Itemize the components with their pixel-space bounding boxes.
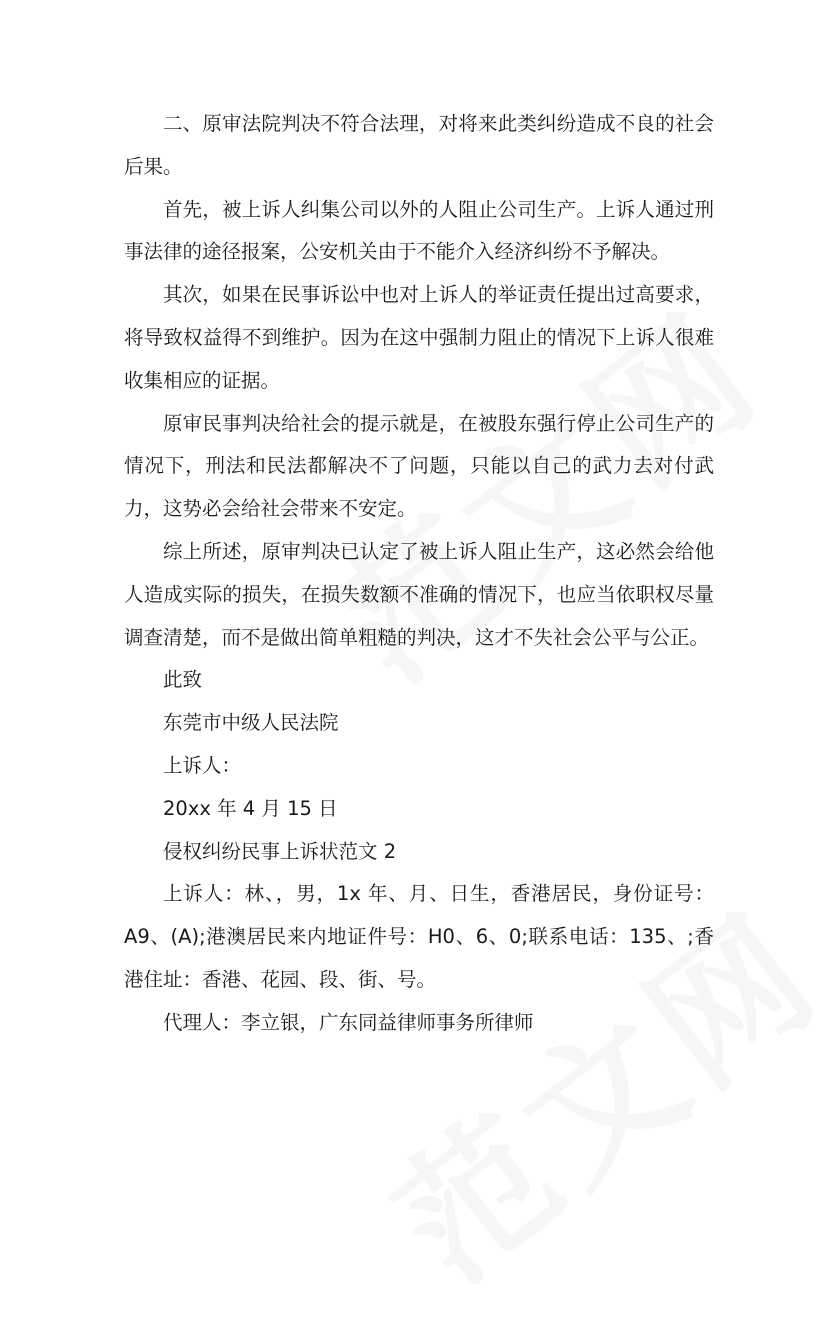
paragraph-section-two: 二、原审法院判决不符合法理，对将来此类纠纷造成不良的社会后果。 xyxy=(124,112,714,178)
paragraph-second: 其次，如果在民事诉讼中也对上诉人的举证责任提出过高要求，将导致权益得不到维护。因为在这中强制力阻止的情况下上诉人很难收集相应的证据。 xyxy=(124,283,714,392)
court-name: 东莞市中级人民法院 xyxy=(163,711,339,735)
appellant-signature-label: 上诉人： xyxy=(163,753,242,777)
paragraph-implication: 原审民事判决给社会的提示就是，在被股东强行停止公司生产的情况下，刑法和民法都解决不了问题，只能以自己的武力去对付武力，这势必会给社会带来不安定。 xyxy=(124,411,714,521)
document-date: 20xx 年 4 月 15 日 xyxy=(163,796,338,820)
salutation: 此致 xyxy=(163,668,203,692)
appellant-info: 上诉人：林、，男，1x 年、月、日生，香港居民，身份证号：A9、(A);港澳居民来内地证件号：H0、6、0;联系电话：135、;香港住址：香港、花园、段、街、号。 xyxy=(124,882,714,991)
agent-info: 代理人：李立银，广东同益律师事务所律师 xyxy=(163,1010,534,1034)
paragraph-conclusion: 综上所述，原审判决已认定了被上诉人阻止生产，这必然会给他人造成实际的损失，在损失数额不准确的情况下，也应当依职权尽量调查清楚，而不是做出简单粗糙的判决，这才不失社会公平与公正。 xyxy=(124,539,714,649)
sample-title: 侵权纠纷民事上诉状范文 2 xyxy=(163,839,397,863)
document-body xyxy=(124,103,714,1045)
paragraph-first: 首先，被上诉人纠集公司以外的人阻止公司生产。上诉人通过刑事法律的途径报案，公安机关由于不能介入经济纠纷不予解决。 xyxy=(124,197,714,264)
